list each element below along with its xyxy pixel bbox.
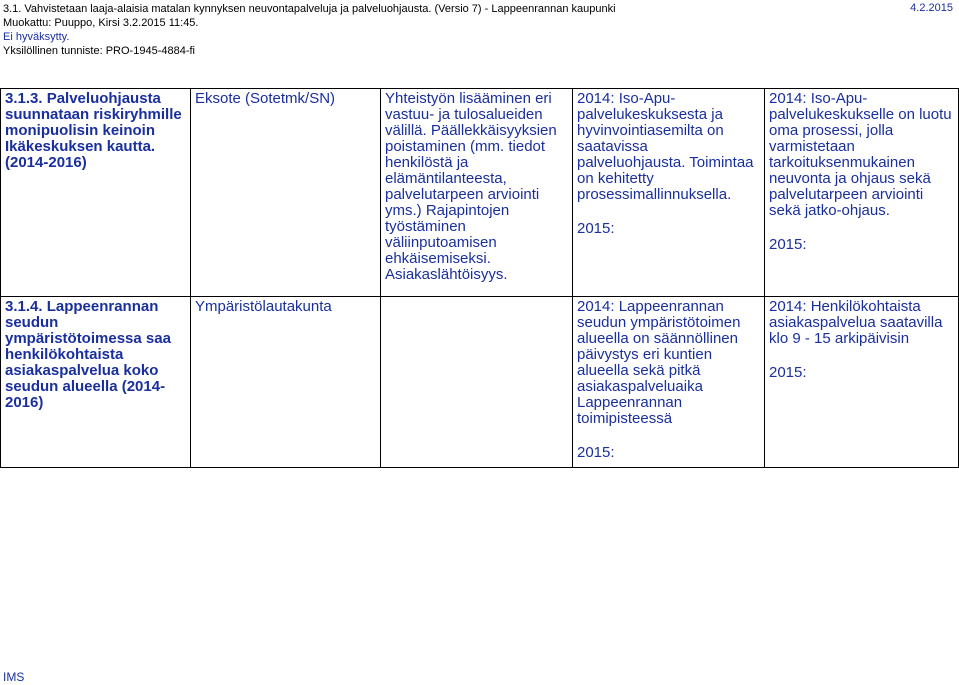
approval-status: Ei hyväksytty. [3, 31, 70, 43]
document-title: 3.1. Vahvistetaan laaja-alaisia matalan kynnyksen neuvontapalveluja ja palveluohjausta. (Versio 7) - Lappeenrannan kaupunki [3, 3, 616, 15]
modified-info: Muokattu: Puuppo, Kirsi 3.2.2015 11:45. [3, 17, 199, 29]
table-row [1, 89, 959, 297]
footer-label: IMS [3, 670, 25, 684]
results-2014: 2014: Iso-Apu-palvelukeskukselle on luotu oma prosessi, jolla varmistetaan tarkoituksenmukainen neuvonta ja ohjaus sekä palvelutarpeen arviointi sekä jatko-ohjaus. [769, 90, 952, 219]
status-2014: 2014: Iso-Apu-palvelukeskuksesta ja hyvinvointiasemilta on saatavissa palveluohjausta. Toimintaa on kehitetty prosessimallinnuksella. [577, 90, 754, 203]
status-2015: 2015: [577, 444, 615, 461]
results-2015: 2015: [769, 236, 807, 253]
measures-table [0, 88, 959, 468]
status-cell [573, 297, 765, 468]
status-2014: 2014: Lappeenrannan seudun ympäristötoimen alueella on säännöllinen päivystys eri kuntien alueella sekä pitkä asiakaspalveluaika Lappeenrannan toimipisteessä [577, 298, 741, 427]
actions-cell: Yhteistyön lisääminen eri vastuu- ja tulosalueiden välillä. Päällekkäisyyksien poistaminen (mm. tiedot henkilöstä ja elämäntilanteesta, palvelutarpeen arviointi yms.) Rajapintojen työstäminen väliinputoamisen ehkäisemiseksi. Asiakaslähtöisyys. [381, 89, 573, 297]
goal-cell: 3.1.4. Lappeenrannan seudun ympäristötoimessa saa henkilökohtaista asiakaspalvelua koko seudun alueella (2014-2016) [1, 297, 191, 468]
unique-identifier: Yksilöllinen tunniste: PRO-1945-4884-fi [3, 45, 195, 57]
results-2015: 2015: [769, 364, 807, 381]
document-date: 4.2.2015 [910, 2, 953, 14]
responsible-cell: Eksote (Sotetmk/SN) [191, 89, 381, 297]
results-cell [765, 297, 959, 468]
actions-cell [381, 297, 573, 468]
results-cell [765, 89, 959, 297]
table-row [1, 297, 959, 468]
results-2014: 2014: Henkilökohtaista asiakaspalvelua saatavilla klo 9 - 15 arkipäivisin [769, 298, 943, 347]
goal-cell: 3.1.3. Palveluohjausta suunnataan riskiryhmille monipuolisin keinoin Ikäkeskuksen kautta. (2014-2016) [1, 89, 191, 297]
responsible-cell: Ympäristölautakunta [191, 297, 381, 468]
status-2015: 2015: [577, 220, 615, 237]
status-cell [573, 89, 765, 297]
